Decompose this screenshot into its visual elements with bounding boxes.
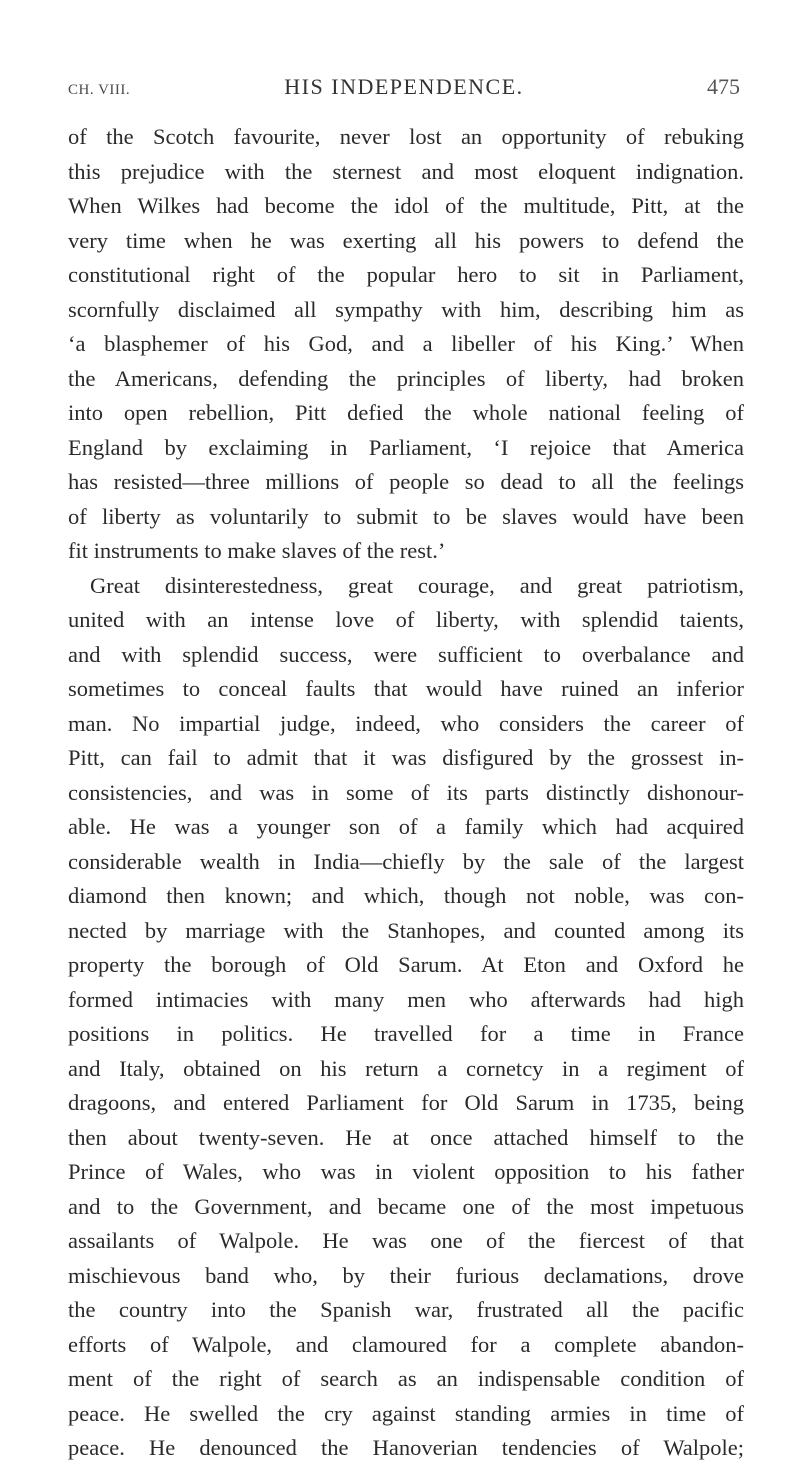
text-line: able. He was a younger son of a family which had acquired bbox=[68, 814, 744, 839]
body-text bbox=[68, 120, 744, 1466]
text-line: the country into the Spanish war, frustrated all the pacific bbox=[68, 1297, 744, 1322]
text-line: consistencies, and was in some of its parts distinctly dishonour- bbox=[68, 779, 744, 805]
text-line: of the Scotch favourite, never lost an opportunity of rebuking bbox=[68, 124, 744, 149]
text-line: sometimes to conceal faults that would have ruined an inferior bbox=[68, 676, 744, 701]
text-line: diamond then known; and which, though not noble, was con- bbox=[68, 883, 744, 908]
text-line: dragoons, and entered Parliament for Old Sarum in 1735, being bbox=[68, 1090, 744, 1115]
text-line: and with splendid success, were sufficient to overbalance and bbox=[68, 641, 744, 667]
page-number: 475 bbox=[707, 74, 740, 99]
text-line: united with an intense love of liberty, with splendid taients, bbox=[68, 607, 744, 632]
text-line: of liberty as voluntarily to submit to be slaves would have been bbox=[68, 503, 744, 529]
text-line: and to the Government, and became one of the most impetuous bbox=[68, 1193, 744, 1219]
text-line: Prince of Wales, who was in violent opposition to his father bbox=[68, 1159, 744, 1184]
text-line: efforts of Walpole, and clamoured for a complete abandon- bbox=[68, 1331, 744, 1357]
text-line: mischievous band who, by their furious declamations, drove bbox=[68, 1262, 744, 1288]
text-line: scornfully disclaimed all sympathy with him, describing him as bbox=[68, 296, 744, 322]
text-line: peace. He swelled the cry against standing armies in time of bbox=[68, 1400, 744, 1426]
text-line: then about twenty-seven. He at once attached himself to the bbox=[68, 1124, 744, 1150]
text-line: When Wilkes had become the idol of the multitude, Pitt, at the bbox=[68, 193, 744, 218]
text-line: considerable wealth in India—chiefly by the sale of the largest bbox=[68, 848, 744, 874]
text-line: nected by marriage with the Stanhopes, and counted among its bbox=[68, 917, 744, 943]
text-line: man. No impartial judge, indeed, who considers the career of bbox=[68, 710, 744, 736]
text-line: positions in politics. He travelled for a time in France bbox=[68, 1021, 744, 1046]
text-line: into open rebellion, Pitt defied the whole national feeling of bbox=[68, 400, 744, 425]
paragraph-start-line: Great disinterestedness, great courage, and great patriotism, bbox=[90, 572, 744, 598]
text-line: ‘a blasphemer of his God, and a libeller of his King.’ When bbox=[68, 331, 744, 356]
text-line: ment of the right of search as an indispensable condition of bbox=[68, 1366, 744, 1391]
text-line: this prejudice with the sternest and most eloquent indignation. bbox=[68, 158, 744, 184]
page-header bbox=[68, 74, 740, 110]
text-line: very time when he was exerting all his powers to defend the bbox=[68, 227, 744, 253]
text-line: constitutional right of the popular hero to sit in Parliament, bbox=[68, 262, 744, 287]
chapter-label: CH. VIII. bbox=[68, 82, 131, 98]
text-line: has resisted—three millions of people so dead to all the feelings bbox=[68, 469, 744, 494]
text-line: peace. He denounced the Hanoverian tendencies of Walpole; bbox=[68, 1435, 744, 1460]
text-line: property the borough of Old Sarum. At Eton and Oxford he bbox=[68, 952, 744, 977]
paragraph-end-line: fit instruments to make slaves of the rest.’ bbox=[68, 538, 446, 563]
text-line: England by exclaiming in Parliament, ‘I rejoice that America bbox=[68, 434, 744, 460]
text-line: assailants of Walpole. He was one of the fiercest of that bbox=[68, 1228, 744, 1253]
text-line: and Italy, obtained on his return a cornetcy in a regiment of bbox=[68, 1055, 744, 1081]
text-line: Pitt, can fail to admit that it was disfigured by the grossest in- bbox=[68, 745, 744, 770]
text-line: formed intimacies with many men who afterwards had high bbox=[68, 986, 744, 1012]
running-title: HIS INDEPENDENCE. bbox=[284, 74, 524, 99]
text-line: the Americans, defending the principles of liberty, had broken bbox=[68, 365, 744, 391]
